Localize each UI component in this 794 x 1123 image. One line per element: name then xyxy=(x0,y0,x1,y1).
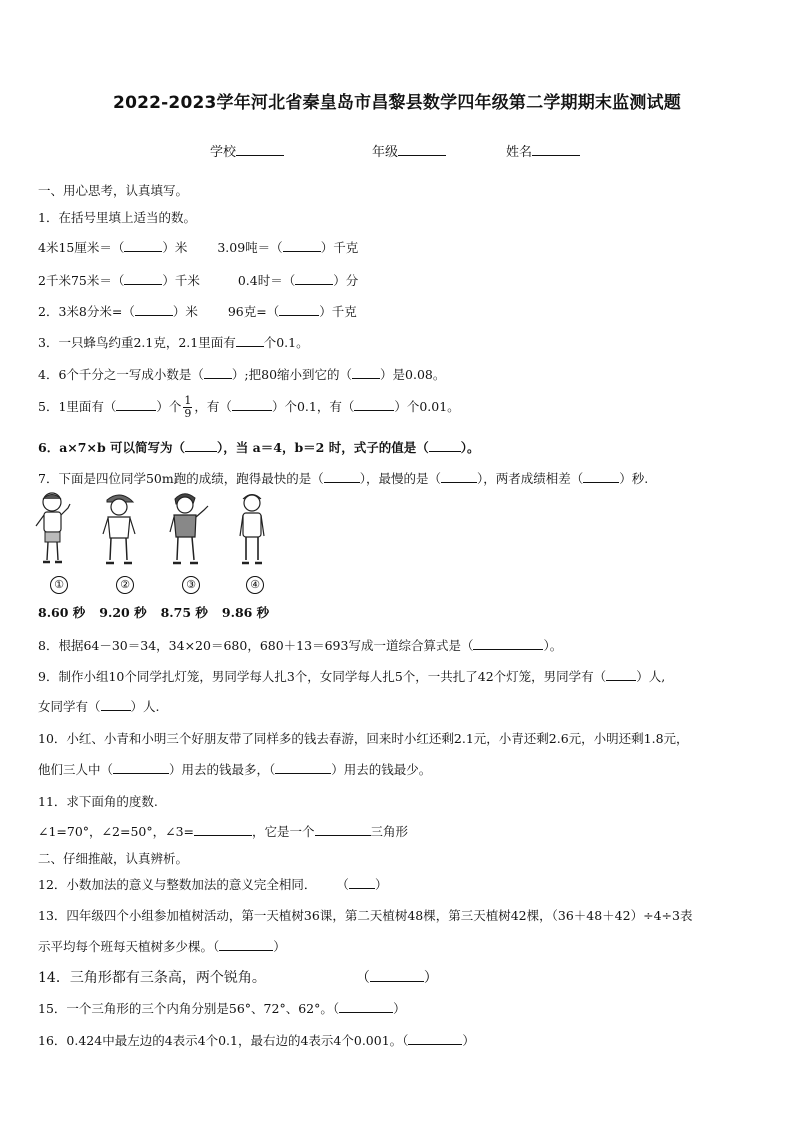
boy-standing-icon xyxy=(228,490,278,568)
section-2-heading: 二、仔细推敲，认真辨析。 xyxy=(38,851,189,866)
answer-blank[interactable] xyxy=(101,699,131,711)
answer-blank[interactable] xyxy=(352,367,380,379)
answer-blank[interactable] xyxy=(295,273,333,285)
school-blank[interactable] xyxy=(236,143,284,156)
q13-line-2: 示平均每个班每天植树多少棵。（ ） xyxy=(38,939,286,954)
answer-blank[interactable] xyxy=(113,762,169,774)
q9-line-2: 女同学有（ ）人. xyxy=(38,699,160,714)
q8: 8．根据64－30＝34，34×20＝680，680＋13＝693写成一道综合算式是（ ）。 xyxy=(38,638,563,653)
grade-blank[interactable] xyxy=(398,143,446,156)
school-label: 学校 xyxy=(210,145,237,160)
answer-blank[interactable] xyxy=(441,471,477,483)
answer-blank[interactable] xyxy=(232,399,272,411)
answer-blank[interactable] xyxy=(124,240,162,252)
fraction-one-ninth: $\frac{1}{9}$ xyxy=(184,394,192,420)
answer-blank[interactable] xyxy=(473,638,543,650)
q1-stem: 1．在括号里填上适当的数。 xyxy=(38,210,196,225)
boy-waving-icon xyxy=(162,490,212,568)
time-1: 8.60 秒 xyxy=(38,605,86,620)
time-3: 8.75 秒 xyxy=(160,605,208,620)
q16: 16．0.424中最左边的4表示4个0.1，最右边的4表示4个0.001。（ ） xyxy=(38,1033,475,1048)
boy-cap-icon xyxy=(95,490,145,568)
answer-blank[interactable] xyxy=(324,471,360,483)
answer-blank[interactable] xyxy=(408,1033,462,1045)
grade-field xyxy=(372,141,446,160)
answer-blank[interactable] xyxy=(204,367,232,379)
answer-blank[interactable] xyxy=(124,273,162,285)
answer-blank[interactable] xyxy=(219,939,273,951)
q14: 14．三角形都有三条高，两个锐角。 （ ） xyxy=(38,970,438,986)
answer-blank[interactable] xyxy=(283,240,321,252)
answer-blank[interactable] xyxy=(275,762,331,774)
answer-blank[interactable] xyxy=(339,1001,393,1013)
answer-blank[interactable] xyxy=(116,399,156,411)
answer-blank[interactable] xyxy=(583,471,619,483)
q13-line-1: 13．四年级四个小组参加植树活动，第一天植树36课，第二天植树48棵，第三天植树42棵，（36＋48＋42）÷4÷3表 xyxy=(38,908,693,923)
label-4: ④ xyxy=(246,576,264,594)
q15: 15．一个三角形的三个内角分别是56°、72°、62°。（ ） xyxy=(38,1001,406,1016)
answer-blank[interactable] xyxy=(354,399,394,411)
answer-blank[interactable] xyxy=(370,970,424,982)
time-2: 9.20 秒 xyxy=(99,605,147,620)
time-4: 9.86 秒 xyxy=(221,605,270,620)
answer-blank[interactable] xyxy=(135,304,173,316)
q7: 7．下面是四位同学50m跑的成绩，跑得最快的是（ ），最慢的是（ ），两者成绩相差（ ）秒. xyxy=(38,471,649,486)
answer-blank[interactable] xyxy=(194,824,252,836)
q1-row-1: 4米15厘米＝（ ）米 3.09吨＝（ ）千克 xyxy=(38,240,359,255)
runners-illustration xyxy=(30,490,290,600)
q10-line-2: 他们三人中（ ）用去的钱最多，（ ）用去的钱最少。 xyxy=(38,762,432,777)
exam-title: 2022-2023学年河北省秦皇岛市昌黎县数学四年级第二学期期末监测试题 xyxy=(113,93,681,113)
answer-blank[interactable] xyxy=(236,335,264,347)
q10-line-1: 10．小红、小青和小明三个好朋友带了同样多的钱去春游，回来时小红还剩2.1元，小青还剩2.6元，小明还剩1.8元， xyxy=(38,731,689,746)
q1-row-2: 2千米75米＝（ ）千米 0.4时＝（ ）分 xyxy=(38,273,359,288)
section-1-heading: 一、用心思考，认真填写。 xyxy=(38,183,189,198)
q11-stem: 11．求下面角的度数. xyxy=(38,794,158,809)
answer-blank[interactable] xyxy=(349,877,375,889)
answer-blank[interactable] xyxy=(429,440,461,452)
q11-answer: ∠1=70°，∠2=50°，∠3= ，它是一个 三角形 xyxy=(38,824,409,839)
q2: 2．3米8分米=（ ）米 96克=（ ）千克 xyxy=(38,304,357,319)
run-times xyxy=(38,603,283,621)
label-3: ③ xyxy=(182,576,200,594)
q6: 6．a×7×b 可以简写为（ ），当 a＝4，b＝2 时，式子的值是（ ）。 xyxy=(38,440,480,455)
q9-line-1: 9．制作小组10个同学扎灯笼，男同学每人扎3个，女同学每人扎5个，一共扎了42个灯笼，男同学有（ ）人, xyxy=(38,669,666,684)
answer-blank[interactable] xyxy=(185,440,217,452)
boy-thumbs-up-icon xyxy=(30,490,80,568)
grade-label: 年级 xyxy=(372,145,399,160)
answer-blank[interactable] xyxy=(315,824,371,836)
q5: 5．1里面有（ ）个 $\frac{1}{9}$ ，有（ ）个0.1，有（ ）个0.01。 xyxy=(38,394,460,420)
answer-blank[interactable] xyxy=(606,669,636,681)
answer-blank[interactable] xyxy=(279,304,319,316)
label-1: ① xyxy=(50,576,68,594)
q12: 12．小数加法的意义与整数加法的意义完全相同． （ ） xyxy=(38,877,388,892)
name-field xyxy=(506,141,580,160)
school-field xyxy=(210,141,284,160)
name-label: 姓名 xyxy=(506,145,533,160)
label-2: ② xyxy=(116,576,134,594)
q3: 3．一只蜂鸟约重2.1克，2.1里面有 个0.1。 xyxy=(38,335,309,350)
q4: 4．6个千分之一写成小数是（ ）;把80缩小到它的（ ）是0.08。 xyxy=(38,367,446,382)
name-blank[interactable] xyxy=(532,143,580,156)
